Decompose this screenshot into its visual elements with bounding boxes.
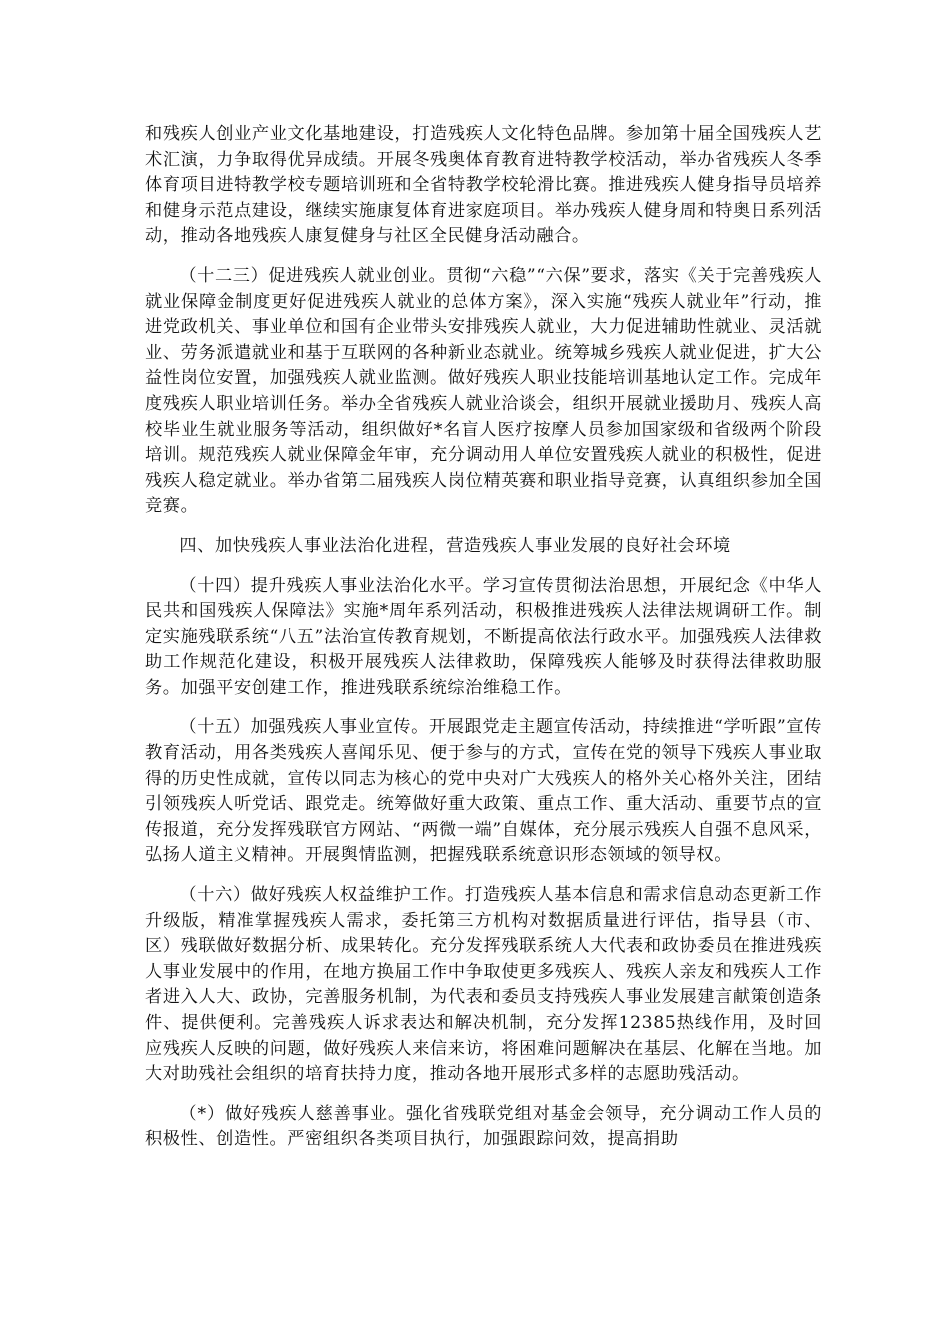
paragraph-charity: （*）做好残疾人慈善事业。强化省残联党组对基金会领导，充分调动工作人员的积极性、创造性。严密组织各类项目执行，加强跟踪问效，提高捐助 [145,1103,822,1150]
paragraph-rights-protection: （十六）做好残疾人权益维护工作。打造残疾人基本信息和需求信息动态更新工作升级版，精准掌握残疾人需求，委托第三方机构对数据质量进行评估，指导县（市、区）残联做好数据分析、成果转化。充分发挥残联系统人大代表和政协委员在推进残疾人事业发展中的作用，在地方换届工作中争取使更多残疾人、残疾人亲友和残疾人工作者进入人大、政协，完善服务机制，为代表和委员支持残疾人事业发展建言献策创造条件、提供便利。完善残疾人诉求表达和解决机制，充分发挥12385热线作用，及时回应残疾人反映的问题，做好残疾人来信来访，将困难问题解决在基层、化解在当地。加大对助残社会组织的培育扶持力度，推动各地开展形式多样的志愿助残活动。 [145,885,822,1085]
section-heading: 四、加快残疾人事业法治化进程，营造残疾人事业发展的良好社会环境 [179,535,731,556]
paragraph-culture-sports: 和残疾人创业产业文化基地建设，打造残疾人文化特色品牌。参加第十届全国残疾人艺术汇演，力争取得优异成绩。开展冬残奥体育教育进特教学校活动，举办省残疾人冬季体育项目进特教学校专题培训班和全省特教学校轮滑比赛。推进残疾人健身指导员培养和健身示范点建设，继续实施康复体育进家庭项目。举办残疾人健身周和特奥日系列活动，推动各地残疾人康复健身与社区全民健身活动融合。 [145,124,822,247]
paragraph-employment: （十二三）促进残疾人就业创业。贯彻“六稳”“六保”要求，落实《关于完善残疾人就业保障金制度更好促进残疾人就业的总体方案》，深入实施“残疾人就业年”行动，推进党政机关、事业单位和国有企业带头安排残疾人就业，大力促进辅助性就业、灵活就业、劳务派遣就业和基于互联网的各种新业态就业。统筹城乡残疾人就业促进，扩大公益性岗位安置，加强残疾人就业监测。做好残疾人职业技能培训基地认定工作。完成年度残疾人职业培训任务。举办全省残疾人就业洽谈会，组织开展就业援助月、残疾人高校毕业生就业服务等活动，组织做好*名盲人医疗按摩人员参加国家级和省级两个阶段培训。规范残疾人就业保障金年审，充分调动用人单位安置残疾人就业的积极性，促进残疾人稳定就业。举办省第二届残疾人岗位精英赛和职业指导竞赛，认真组织参加全国竞赛。 [145,265,822,517]
paragraph-publicity: （十五）加强残疾人事业宣传。开展跟党走主题宣传活动，持续推进“学听跟”宣传教育活动，用各类残疾人喜闻乐见、便于参与的方式，宣传在党的领导下残疾人事业取得的历史性成就，宣传以同志为核心的党中央对广大残疾人的格外关心格外关注，团结引领残疾人听党话、跟党走。统筹做好重大政策、重点工作、重大活动、重要节点的宣传报道，充分发挥残联官方网站、“两微一端”自媒体，充分展示残疾人自强不息风采，弘扬人道主义精神。开展舆情监测，把握残联系统意识形态领域的领导权。 [145,717,822,866]
paragraph-rule-of-law: （十四）提升残疾人事业法治化水平。学习宣传贯彻法治思想，开展纪念《中华人民共和国残疾人保障法》实施*周年系列活动，积极推进残疾人法律法规调研工作。制定实施残联系统“八五”法治宣传教育规划，不断提高依法行政水平。加强残疾人法律救助工作规范化建设，积极开展残疾人法律救助，保障残疾人能够及时获得法律救助服务。加强平安创建工作，推进残联系统综治维稳工作。 [145,575,822,698]
